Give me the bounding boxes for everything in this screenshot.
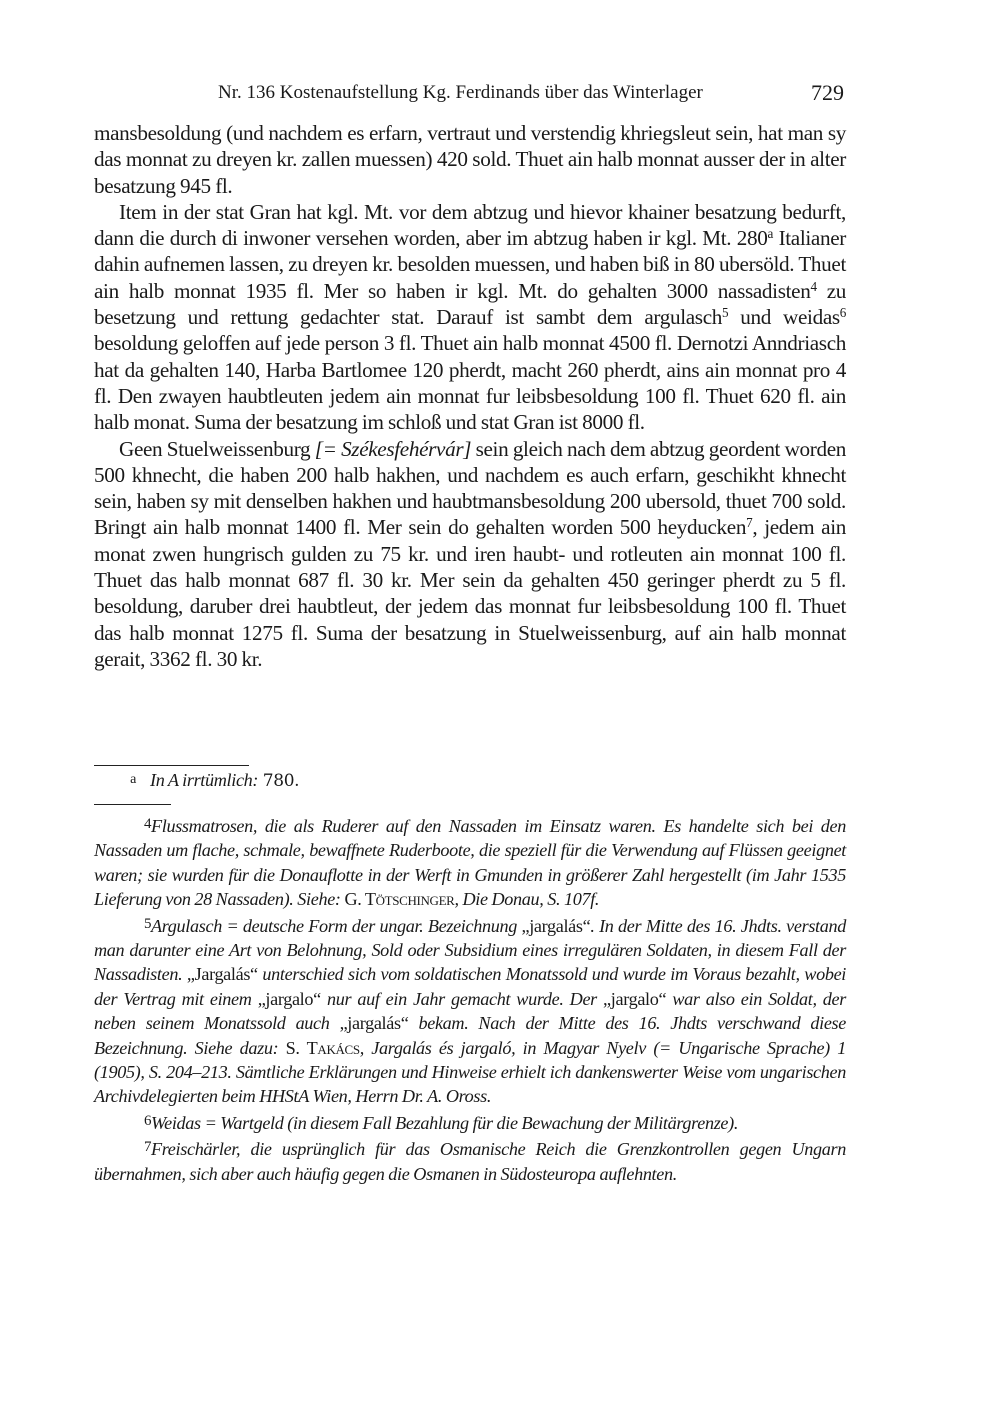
page-number: 729 <box>811 80 844 105</box>
main-text <box>94 120 846 672</box>
footnotes-numeric <box>94 812 846 1186</box>
paragraph-gran: Item in der stat Gran hat kgl. Mt. vor dem abtzug und hievor khainer besatzung bedurft, dann die durch di inwoner versehen worden, aber im abtzug haben ir kgl. Mt. 280$^a$ Italianer dahin aufnemen lassen, zu dreyen kr. besolden muessen, und haben biß in 80 ubersöld. Thuet ain halb monnat 1935 fl. Mer so haben ir kgl. Mt. do gehalten 3000 nassadisten$^4$ zu besetzung und rettung gedachter stat. Darauf ist sambt dem argulasch$^5$ und weidas$^6$ besoldung geloffen auf jede person 3 fl. Thuet ain halb monnat 4500 fl. Dernotzi Anndriasch hat da gehalten 140, Harba Bartlomee 120 pherdt, macht 260 pherdt, ains ain monnat pro 4 fl. Den zwayen haubtleuten jedem ain monnat fur leibsbesoldung 100 fl. Thuet 620 fl. ain halb monat. Suma der besatzung im schloß und stat Gran ist 8000 fl. <box>94 199 846 435</box>
footnote-4: 4Flussmatrosen, die als Ruderer auf den Nassaden im Einsatz waren. Es handelte sich bei den Nassaden um flache, schmale, bewaffnete Ruderboote, die speziell für die Verwendung auf Flüssen geeignet waren; sie wurden für die Donauflotte in der Werft in Gmunden in größerer Zahl hergestellt (im Jahr 1535 Lieferung von 28 Nassaden). Siehe: G. Tötschinger, Die Donau, S. 107f. <box>94 816 846 910</box>
footnote-ref-4[interactable]: 4 <box>810 278 817 294</box>
footnote-mark: a <box>130 772 136 787</box>
footnote-a: a In A irrtümlich: 780. <box>94 768 846 793</box>
paragraph-stuelweissenburg: Geen Stuelweissenburg [= Székesfehérvár] sein gleich nach dem abtzug geordent worden 500 khnecht, die haben 200 halb hakhen, und nachdem es auch erfarn, geschikht khnecht sein, haben sy mit denselben hakhen und haubtmansbesoldung 200 ubersold, thuet 700 sold. Bringt ain halb monnat 1400 fl. Mer sein do gehalten worden 500 heyducken$^7$, jedem ain monat zwen hungrisch gulden zu 75 kr. und iren haubt- und rotleuten ain monnat 100 fl. Thuet das halb monnat 687 fl. 30 kr. Mer sein da gehalten 450 geringer pherdt zu 5 fl. besoldung, daruber drei haubtleut, der jedem das monnat fur leibsbesoldung 100 fl. Thuet das halb monnat 1275 fl. Suma der besatzung in Stuelweissenburg, auf ain halb monnat gerait, 3362 fl. 30 kr. <box>94 436 847 671</box>
paragraph-continuation: mansbesoldung (und nachdem es erfarn, vertraut und verstendig khriegsleut sein, hat man sy das monnat zu dreyen kr. zallen muessen) 420 sold. Thuet ain halb monnat ausser der in alter besatzung 945 fl. <box>94 121 846 198</box>
footnote-ref-a[interactable]: a <box>767 225 773 241</box>
editorial-gloss: [= Székesfehérvár] <box>314 436 472 461</box>
footnote-6: 6Weidas = Wartgeld (in diesem Fall Bezahlung für die Bewachung der Militärgrenze). <box>144 1112 739 1133</box>
footnote-rule-numeric <box>94 804 171 805</box>
footnote-ref-7[interactable]: 7 <box>746 515 753 531</box>
footnote-rule-letter <box>94 765 249 766</box>
footnote-5: 5Argulasch = deutsche Form der ungar. Bezeichnung „jargalás“. In der Mitte des 16. Jhdts. verstand man darunter eine Art von Belohnung, Sold oder Subsidium eines irregulären Soldaten, in diesem Fall der Nassadisten. „Jargalás“ unterschied sich vom soldatischen Monatssold und wurde im Voraus bezahlt, wobei der Vertrag mit einem „jargalo“ nur auf ein Jahr gemacht wurde. Der „jargalo“ war also ein Soldat, der neben seinem Monatssold auch „jargalás“ bekam. Nach der Mitte des 16. Jhdts verschwand diese Bezeichnung. Siehe dazu: S. Takács, Jargalás és jargaló, in Magyar Nyelv (= Ungarische Sprache) 1 (1905), S. 204–213. Sämtliche Erklärungen und Hinweise erhielt ich dankenswerter Weise vom ungarischen Archivdelegierten beim HHStA Wien, Herrn Dr. A. Oross. <box>94 915 847 1107</box>
footnote-7: 7Freischärler, die usprünglich für das Osmanische Reich die Grenzkontrollen gegen Ungarn übernahmen, sich aber auch häufig gegen die Osmanen in Südosteuropa auflehnten. <box>94 1139 846 1184</box>
footnote-ref-6[interactable]: 6 <box>839 304 846 320</box>
running-title: Nr. 136 Kostenaufstellung Kg. Ferdinands über das Winterlager <box>218 82 703 103</box>
running-header <box>94 80 846 108</box>
footnote-ref-5[interactable]: 5 <box>722 304 729 320</box>
